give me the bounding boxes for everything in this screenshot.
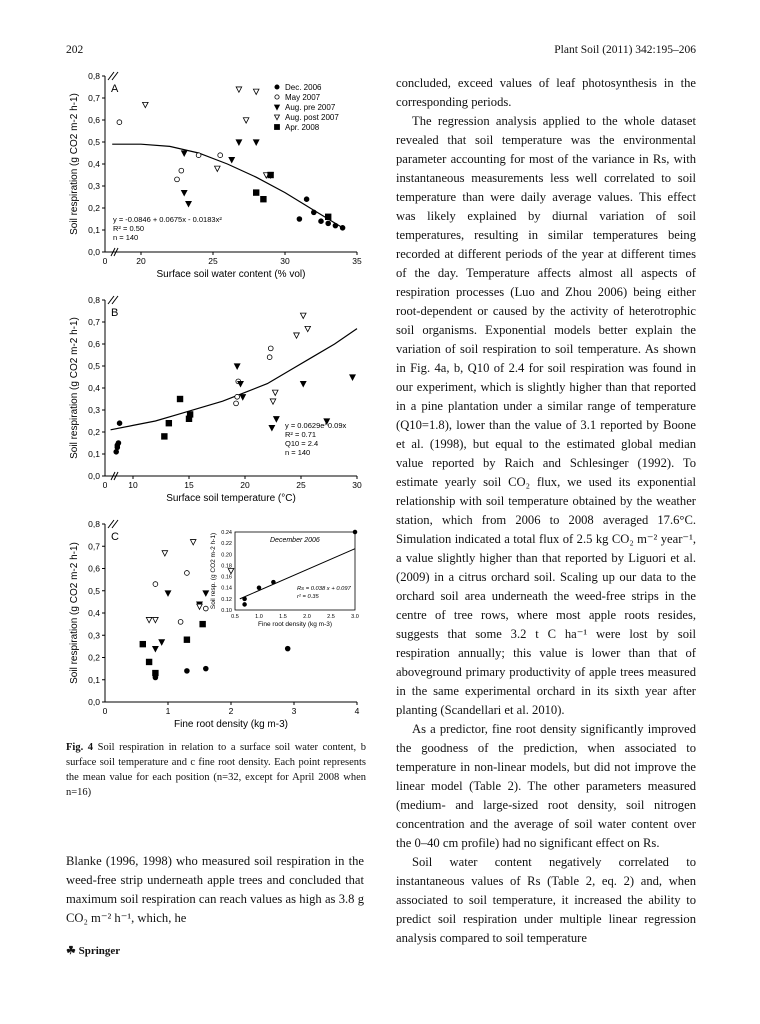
y-tick-label: 0,0	[88, 471, 100, 481]
data-point	[140, 641, 146, 647]
x-tick-label: 10	[128, 480, 138, 490]
x-tick-label: 0	[102, 480, 108, 490]
legend-label: Apr. 2008	[285, 123, 320, 132]
y-tick-label: 0,1	[88, 225, 100, 235]
y-tick-label: 0,6	[88, 563, 100, 574]
left-column-text	[66, 852, 364, 928]
data-point	[179, 168, 184, 173]
data-point	[159, 640, 165, 645]
data-point	[184, 637, 190, 643]
left-paragraph: Blanke (1996, 1998) who measured soil respiration in the weed-free strip underneath apple trees and concluded that maximum soil respiration can reach values as high as 3.8 g CO₂ m⁻² h⁻¹, which, he	[66, 854, 364, 925]
x-tick-label: 15	[184, 480, 194, 490]
data-point	[300, 381, 306, 386]
regression-equation: R² = 0.71	[285, 430, 317, 439]
figure-4	[60, 62, 375, 732]
data-point	[269, 425, 275, 430]
inset-title: December 2006	[270, 537, 320, 544]
data-point	[153, 617, 159, 622]
data-point	[186, 201, 192, 206]
data-point	[304, 197, 309, 202]
data-point	[117, 120, 122, 125]
x-tick-label: 0	[102, 706, 108, 716]
inset-data-point	[272, 580, 276, 584]
data-point	[270, 399, 276, 404]
x-tick-label: 3	[291, 706, 297, 716]
y-axis-label: Soil respiration (g CO2 m-2 h-1)	[69, 93, 80, 235]
data-point	[235, 394, 240, 399]
y-tick-label: 0,4	[88, 608, 100, 618]
y-tick-label: 0,2	[88, 652, 100, 663]
x-axis-label: Surface soil water content (% vol)	[156, 269, 306, 280]
data-point	[185, 668, 190, 673]
data-point	[187, 412, 193, 418]
publisher-name: Springer	[78, 945, 121, 957]
inset-y-tick-label: 0.24	[221, 530, 232, 536]
regression-equation: R² = 0.50	[113, 224, 145, 233]
data-point	[116, 441, 121, 446]
legend-marker	[275, 95, 279, 99]
right-paragraph-3: As a predictor, fine root density significantly improved the goodness of the prediction, when associated to temperature in non-linear models, but did not improve the linear model (Table 2). The other parameters measured (medium- and large-sized root density, soil nitrogen concentration and the average of soil water content over the 0–40 cm profile) had no significant effect on Rs.	[396, 722, 696, 850]
legend-marker	[275, 105, 280, 110]
data-point	[177, 396, 183, 402]
data-point	[229, 157, 235, 162]
data-point	[300, 313, 306, 318]
inset-y-tick-label: 0.20	[221, 552, 232, 559]
data-point	[162, 434, 168, 440]
inset-y-tick-label: 0.10	[221, 608, 232, 614]
data-point	[166, 420, 172, 426]
data-point	[203, 606, 208, 611]
y-tick-label: 0,0	[88, 697, 100, 707]
legend-label: Dec. 2006	[285, 83, 322, 92]
data-point	[146, 659, 152, 665]
y-tick-label: 0,5	[88, 361, 100, 371]
panel-letter: A	[111, 83, 119, 95]
data-point	[268, 172, 274, 178]
y-tick-label: 0,4	[88, 159, 100, 169]
legend-label: May 2007	[285, 93, 321, 102]
caption-text: Soil respiration in relation to a surface soil water content, b surface soil temperature and c fine root density. Each point represents the mean value for each position (n=32, except for April 2008 when n=16)	[66, 742, 366, 798]
data-point	[285, 646, 290, 651]
figure-caption	[66, 740, 366, 800]
data-point	[114, 449, 119, 454]
data-point	[305, 326, 311, 331]
data-point	[272, 390, 278, 395]
data-point	[297, 217, 302, 222]
data-point	[253, 140, 259, 145]
inset-x-tick-label: 0.5	[231, 614, 239, 620]
y-tick-label: 0,7	[88, 93, 100, 103]
inset-equation: Rs = 0.038 x + 0.097	[297, 586, 351, 592]
panel-letter: B	[111, 307, 119, 319]
y-tick-label: 0,7	[88, 317, 100, 327]
y-tick-label: 0,1	[88, 449, 100, 459]
x-tick-label: 0	[102, 256, 108, 266]
inset-y-tick-label: 0.14	[221, 585, 232, 592]
data-point	[153, 582, 158, 587]
data-point	[196, 153, 201, 158]
legend-label: Aug. post 2007	[285, 113, 339, 122]
data-point	[253, 190, 259, 196]
y-tick-label: 0,6	[88, 115, 100, 125]
y-tick-label: 0,8	[88, 71, 100, 81]
x-tick-label: 30	[280, 256, 290, 266]
springer-logo-icon: ☘	[66, 945, 76, 957]
data-point	[350, 375, 356, 380]
inset-y-tick-label: 0.16	[221, 574, 232, 581]
inset-x-tick-label: 3.0	[351, 614, 359, 620]
y-tick-label: 0,7	[88, 541, 100, 552]
data-point	[234, 401, 239, 406]
inset-y-label: Soil resp. (g CO2 m-2 h-1)	[210, 532, 217, 610]
panel-letter: C	[111, 531, 119, 543]
data-point	[243, 118, 249, 123]
data-point	[203, 591, 209, 596]
data-point	[311, 210, 316, 215]
data-point	[197, 604, 203, 609]
data-point	[236, 87, 242, 92]
regression-equation: Q10 = 2.4	[285, 439, 319, 448]
x-tick-label: 4	[354, 706, 360, 716]
inset-x-tick-label: 2.0	[303, 614, 311, 620]
inset-y-tick-label: 0.18	[221, 563, 232, 570]
data-point	[215, 166, 221, 171]
inset-equation: r² = 0.35	[297, 594, 319, 600]
data-point	[200, 621, 206, 627]
inset-data-point	[243, 603, 247, 607]
regression-equation: y = -0.0846 + 0.0675x - 0.0183x²	[113, 215, 222, 224]
data-point	[190, 540, 196, 545]
data-point	[236, 140, 242, 145]
y-tick-label: 0,6	[88, 339, 100, 349]
data-point	[261, 196, 267, 202]
publisher-footer	[66, 944, 120, 957]
right-column-text	[396, 74, 696, 948]
y-tick-label: 0,2	[88, 203, 100, 213]
data-point	[117, 421, 122, 426]
y-tick-label: 0,1	[88, 674, 100, 685]
data-point	[181, 190, 187, 195]
legend-marker	[275, 85, 279, 89]
x-axis-label: Fine root density (kg m-3)	[174, 719, 288, 730]
y-tick-label: 0,8	[88, 519, 100, 529]
data-point	[325, 214, 331, 220]
x-tick-label: 25	[208, 256, 218, 266]
right-paragraph-1: concluded, exceed values of leaf photosynthesis in the corresponding periods.	[396, 76, 696, 109]
inset-y-tick-label: 0.12	[221, 596, 232, 603]
data-point	[267, 355, 272, 360]
inset-x-tick-label: 2.5	[327, 614, 335, 620]
y-axis-label: Soil respiration (g CO2 m-2 h-1)	[69, 317, 80, 459]
data-point	[234, 364, 240, 369]
y-tick-label: 0,2	[88, 427, 100, 437]
y-axis-label: Soil respiration (g CO2 m-2 h-1)	[69, 542, 80, 684]
data-point	[253, 89, 259, 94]
x-axis-label: Surface soil temperature (°C)	[166, 493, 296, 504]
right-paragraph-4: Soil water content negatively correlated to instantaneous values of Rs (Table 2, eq. 2) and, when associated to soil temperature, it increased the ability to predict soil respiration under multiple linear regression analysis compared to soil temperature	[396, 855, 696, 945]
data-point	[294, 333, 300, 338]
fit-curve	[111, 329, 357, 430]
legend-label: Aug. pre 2007	[285, 103, 336, 112]
regression-equation: n = 140	[285, 448, 311, 457]
data-point	[240, 395, 246, 400]
data-point	[146, 617, 152, 622]
y-tick-label: 0,3	[88, 181, 100, 191]
y-tick-label: 0,8	[88, 295, 100, 305]
inset-y-tick-label: 0.22	[221, 541, 232, 548]
figure-4-svg	[60, 62, 375, 732]
inset-x-label: Fine root density (kg m-3)	[257, 621, 333, 628]
inset-x-tick-label: 1.5	[279, 614, 287, 620]
data-point	[165, 591, 171, 596]
data-point	[319, 219, 324, 224]
legend-marker	[275, 125, 280, 130]
data-point	[162, 551, 168, 556]
x-tick-label: 35	[352, 256, 362, 266]
legend-marker	[275, 115, 280, 120]
right-paragraph-2: The regression analysis applied to the whole dataset revealed that soil temperature was the environmental parameter accounting for most of the variance in Rs, with instantaneous measurements less well correlated to soil temperature than were daily average values. This effect was likely explained by diurnal variation of soil temperatures, resulting in similar temperatures being recorded at different periods of the year at different times of the day. Temperature affects almost all aspects of respiration processes (Luo and Zhou 2006) being either root-dependent or caused by the activity of heterotrophic soil organisms. Exponential models better explain the variation of soil respiration to soil temperature. As shown in Fig. 4a, b, Q10 of 2.4 for soil respiration was found in our experiment, which is slightly higher than that reported in a pine plantation under a similar range of temperature (Q10=1.8), lower than the value of 3.1 reported by Boone et al. (1998), but equal to the estimated global median value reported by Raich and Schlesinger (1992). To estimate yearly soil CO₂ flux, we used its exponential relationship with soil temperature obtained by the weather station, which from 2006 to 2008 averaged 17.6°C. Simulation indicated a total flux of 2.5 kg CO₂ m⁻² year⁻¹, a value slightly higher than that reported by Liguori et al. (2009) in a citrus orchard soil. Scaling up our data to the orchard soil area underneath the weed-free strips in the centre of tree rows, where most apple roots resides, suggests that some 3.2 t C ha⁻¹ were lost by soil respiration annually; this value is lower than that of aboveground primary productivity of apple trees measured in the same experimental orchard in its sixth year after planting (Scandellari et al. 2010).	[396, 114, 696, 717]
data-point	[143, 102, 149, 107]
y-tick-label: 0,0	[88, 247, 100, 257]
data-point	[185, 571, 190, 576]
regression-equation: n = 140	[113, 233, 139, 242]
y-tick-label: 0,3	[88, 630, 100, 641]
data-point	[326, 221, 331, 226]
page-number: 202	[66, 44, 84, 56]
x-tick-label: 20	[240, 480, 250, 490]
data-point	[178, 620, 183, 625]
y-tick-label: 0,3	[88, 405, 100, 415]
y-tick-label: 0,4	[88, 383, 100, 393]
data-point	[203, 666, 208, 671]
journal-header: Plant Soil (2011) 342:195–206	[554, 44, 696, 56]
x-tick-label: 20	[136, 256, 146, 266]
inset-data-point	[257, 586, 261, 590]
inset-data-point	[243, 597, 247, 601]
data-point	[268, 346, 273, 351]
inset-x-tick-label: 1.0	[255, 614, 263, 620]
x-tick-label: 2	[228, 706, 234, 716]
caption-label: Fig. 4	[66, 742, 94, 753]
regression-equation: y = 0.0629e^0.09x	[285, 421, 347, 430]
x-tick-label: 25	[296, 480, 306, 490]
data-point	[340, 225, 345, 230]
data-point	[274, 417, 280, 422]
data-point	[175, 177, 180, 182]
data-point	[218, 153, 223, 158]
x-tick-label: 1	[165, 706, 171, 716]
data-point	[153, 646, 159, 651]
data-point	[153, 670, 159, 676]
y-tick-label: 0,5	[88, 137, 100, 147]
y-tick-label: 0,5	[88, 585, 100, 596]
data-point	[181, 151, 187, 156]
data-point	[333, 223, 338, 228]
inset-data-point	[353, 530, 357, 534]
x-tick-label: 30	[352, 480, 362, 490]
